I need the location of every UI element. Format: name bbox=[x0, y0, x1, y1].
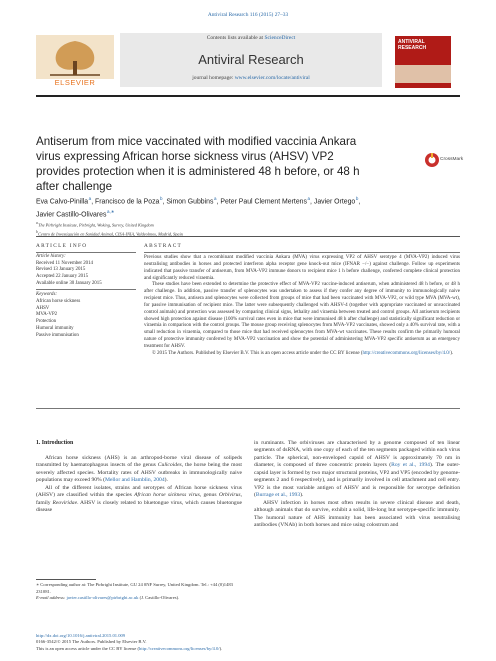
section-heading-introduction: 1. Introduction bbox=[36, 440, 74, 446]
keyword-item[interactable]: Passive immunisation bbox=[36, 332, 79, 338]
body-text: African horse sickness (AHS) is an arthropod-borne viral disease of solipeds transmitted by haematophagous insects of the genus bbox=[36, 455, 242, 469]
author-name[interactable]: Peter Paul Clement Mertens bbox=[220, 198, 307, 206]
body-text: ). bbox=[300, 492, 304, 499]
author-name[interactable]: Eva Calvo-Pinilla bbox=[36, 198, 89, 206]
homepage-link[interactable]: www.elsevier.com/locate/antiviral bbox=[234, 75, 310, 81]
body-text: , the horse being the most severely affected species. Mortality rates of AHSV outbreaks in immunologically naive populations may exceed 90% ( bbox=[36, 462, 242, 484]
copyright-prefix: © 2015 The Authors. Published by Elsevier B.V. This is an open access article under the CC BY license ( bbox=[152, 350, 363, 356]
author-affil-sup: a,∗ bbox=[107, 208, 115, 214]
author-affil-sup: b bbox=[159, 196, 163, 201]
license-link[interactable]: http://creativecommons.org/licenses/by/4.0/ bbox=[139, 645, 220, 651]
reference-link[interactable]: Burrage et al., 1993 bbox=[255, 492, 301, 499]
homepage-line bbox=[120, 75, 382, 81]
divider bbox=[36, 236, 460, 237]
journal-cover-thumbnail[interactable] bbox=[395, 36, 451, 88]
body-paragraph bbox=[36, 485, 242, 515]
history-label: Article history: bbox=[36, 254, 66, 259]
license-line bbox=[36, 646, 460, 652]
email-note bbox=[36, 595, 242, 602]
keyword-item[interactable]: African horse sickness bbox=[36, 298, 81, 304]
species-name: African horse sickness virus bbox=[134, 492, 200, 499]
divider bbox=[36, 289, 136, 290]
divider bbox=[36, 408, 460, 409]
body-column-left bbox=[36, 455, 242, 515]
crossmark-label: CrossMark bbox=[440, 157, 464, 162]
history-item: Available online 30 January 2015 bbox=[36, 280, 102, 286]
keywords bbox=[36, 292, 136, 340]
footnote-rule bbox=[36, 579, 96, 580]
keyword-item[interactable]: Protection bbox=[36, 319, 57, 325]
issn-line: 0166-3542/© 2015 The Authors. Published by Elsevier B.V. bbox=[36, 639, 147, 645]
reference-link[interactable]: Roy et al., 1994 bbox=[391, 462, 430, 469]
history-item: Accepted 22 January 2015 bbox=[36, 274, 89, 280]
genus-name: Culicoides bbox=[157, 462, 182, 469]
abstract-paragraph: These studies have been extended to determine the protective effect of MVA-VP2 vaccine-induced antiserum, when administered 48 h before, or 48 h after challenge. In addition, passive transfer of splenocytes was undertaken to assess if they confer any degree of immunity to immunologically naive recipient mice. Thus, antisera and splenocytes were collected from groups of mice that had been vaccinated with MVA-VP2, or wild type MVA (MVA-wt), for passive immunisation of recipient mice. The latter were subsequently challenged with AHSV-4 (together with appropriate vaccinated or unvaccinated control animals) and protection was assessed by comparing clinical signs, lethality and viraemia between treated and control groups. All antiserum recipients showed high protection against disease (100% survival rates even in mice that were immunised 48 h after challenge) and statistically significant reduction or viraemia in comparison with the control groups. The mouse group receiving splenocytes from MVA-VP2 vaccinates, showed only a 40% survival rate, with a small reduction in viraemia, compared to those mice that had received splenocytes from MVA-wt vaccinates. These results confirm the primarily humoral nature of protective immunity conferred by MVA-VP2 vaccination and show the potential of administering MVA-VP2 specific antiserum as an emergency treatment for AHSV. bbox=[144, 282, 460, 349]
history-item: Revised 13 January 2015 bbox=[36, 267, 86, 273]
article-info-heading: ARTICLE INFO bbox=[36, 243, 88, 249]
author-affil-sup: a bbox=[88, 196, 92, 201]
crossmark-badge[interactable] bbox=[424, 150, 464, 170]
body-text: All of the different isolates, strains and serotypes of African horse sickness virus (AHSV) are classified within the species bbox=[36, 484, 242, 499]
abstract-heading: ABSTRACT bbox=[144, 243, 183, 249]
body-paragraph bbox=[254, 440, 460, 500]
divider bbox=[144, 252, 460, 253]
author-list: Eva Calvo-Pinilla $^a$, Francisco de la Poza $^b$, Simon Gubbins $^a$, Peter Paul Clement Mertens $^a$, Javier Ortego $^b$, Javier Castillo-Olivares $^{a,∗}$ bbox=[36, 196, 361, 219]
email-link[interactable]: javier.castillo-olivares@pirbright.ac.uk bbox=[66, 595, 139, 601]
email-label: E-mail address: bbox=[36, 595, 67, 601]
author-name[interactable]: Francisco de la Poza bbox=[95, 198, 160, 206]
keywords-label: Keywords: bbox=[36, 292, 58, 297]
keyword-item[interactable]: Humoral immunity bbox=[36, 325, 74, 331]
author-affil-sup: a bbox=[214, 196, 217, 201]
divider bbox=[36, 252, 136, 253]
author-name[interactable]: Javier Castillo-Olivares bbox=[36, 211, 107, 219]
body-text: in ruminants. The orbiviruses are characterised by a genome composed of ten linear segments of dsRNA, with one copy of each of the ten segments packaged within each virus particle. The spherical, non-enveloped capsid of AHSV is approximately 70 nm in diameter, is composed of three concentric protein layers ( bbox=[254, 440, 460, 469]
journal-title[interactable]: Antiviral Research bbox=[198, 52, 304, 67]
author-affil-sup: b bbox=[355, 196, 359, 201]
journal-citation: Antiviral Research 116 (2015) 27–33 bbox=[207, 12, 289, 18]
page-footer bbox=[36, 633, 460, 652]
elsevier-tree-icon bbox=[36, 35, 114, 79]
license-link[interactable]: http://creativecommons.org/licenses/by/4.0/ bbox=[362, 350, 451, 356]
license-suffix: ). bbox=[219, 645, 223, 651]
footnotes bbox=[36, 582, 242, 602]
genus-name: Orbivirus bbox=[218, 492, 241, 499]
header-rule bbox=[36, 95, 460, 97]
copyright-suffix: ). bbox=[450, 350, 454, 356]
family-name: Reoviridae bbox=[52, 499, 78, 506]
author-name[interactable]: Javier Ortego bbox=[313, 198, 356, 206]
abstract-copyright bbox=[144, 351, 460, 358]
body-column-right bbox=[254, 440, 460, 529]
article-title: Antiserum from mice vaccinated with modified vaccinia Ankara virus expressing African horse sickness virus (AHSV) VP2 provides protection when it is administered 48 h before, or 48 h after challenge bbox=[36, 135, 360, 193]
homepage-prefix: journal homepage: bbox=[192, 75, 235, 81]
cover-title: ANTIVIRAL RESEARCH bbox=[398, 39, 427, 51]
journal-header-box bbox=[120, 33, 382, 87]
body-paragraph bbox=[36, 455, 242, 485]
contents-line bbox=[120, 35, 382, 41]
elsevier-logo[interactable] bbox=[36, 35, 114, 87]
elsevier-wordmark: ELSEVIER bbox=[54, 78, 96, 87]
affiliation-text: The Pirbright Institute, Pirbright, Woking, Surrey, United Kingdom bbox=[38, 222, 154, 228]
affiliation-text: Centro de Investigación en Sanidad Animal, CISA-INIA, Valdeolmos, Madrid, Spain bbox=[38, 231, 183, 237]
author-affil-sup: a bbox=[307, 196, 311, 201]
cover-image-band bbox=[395, 65, 451, 83]
sciencedirect-link[interactable]: ScienceDirect bbox=[264, 35, 296, 41]
body-text: , family bbox=[36, 492, 242, 506]
corresponding-author-note: ∗ Corresponding author at: The Pirbright Institute, GU 24 0NF Surrey, United Kingdom. Tel.: +44 (0)1483 231081. bbox=[36, 582, 233, 594]
contents-prefix: Contents lists available at bbox=[206, 35, 265, 41]
body-text: ). bbox=[164, 477, 168, 484]
article-history bbox=[36, 254, 136, 288]
keyword-item[interactable]: AHSV bbox=[36, 305, 50, 311]
body-text: . AHSV is closely related to bluetongue virus, which causes bluetongue disease bbox=[36, 499, 242, 514]
body-paragraph: AHSV infection in horses most often results in severe clinical disease and death, although animals that do survive, exhibit a solid, life-long but serotype-specific immunity. The humoral nature of AHS immunity has been associated with virus neutralising antibodies (VNAb) in both horses and mice using colostrum and bbox=[254, 499, 460, 528]
affil-sup: a bbox=[36, 221, 38, 225]
email-suffix: (J. Castillo-Olivares). bbox=[138, 595, 180, 601]
author-name[interactable]: Simon Gubbins bbox=[166, 198, 214, 206]
body-text: , genus bbox=[199, 492, 219, 499]
license-prefix: This is an open access article under the CC BY license ( bbox=[36, 645, 140, 651]
affil-sup: b bbox=[36, 229, 38, 234]
doi-link[interactable]: http://dx.doi.org/10.1016/j.antiviral.2015.01.009 bbox=[36, 633, 126, 638]
abstract-body bbox=[144, 255, 460, 358]
body-text: ). The outer-capsid layer is formed by two major structural proteins, VP2 and VP5 (encoded by genome-segments 2 and 6 respectively), and is primarily involved in cell attachment and cell entry. VP2 is the most variable antigen of AHSV and is responsible for serotype definition ( bbox=[254, 462, 460, 499]
abstract-paragraph: Previous studies show that a recombinant modified vaccinia Ankara (MVA) virus expressing VP2 of AHSV serotype 4 (MVA-VP2) induced virus neutralising antibodies in horses and protected interferon alpha receptor gene knock-out mice (IFNAR −/−) against challenge. Follow up experiments indicated that passive transfer of antiserum, from MVA-VP2 immune donors to recipient mice 1 h before challenge, conferred complete clinical protection and significantly reduced viraemia. bbox=[144, 255, 460, 281]
keyword-item[interactable]: MVA-VP2 bbox=[36, 312, 58, 318]
reference-link[interactable]: Mellor and Hamblin, 2004 bbox=[104, 477, 165, 484]
history-item: Received 11 November 2014 bbox=[36, 260, 93, 266]
